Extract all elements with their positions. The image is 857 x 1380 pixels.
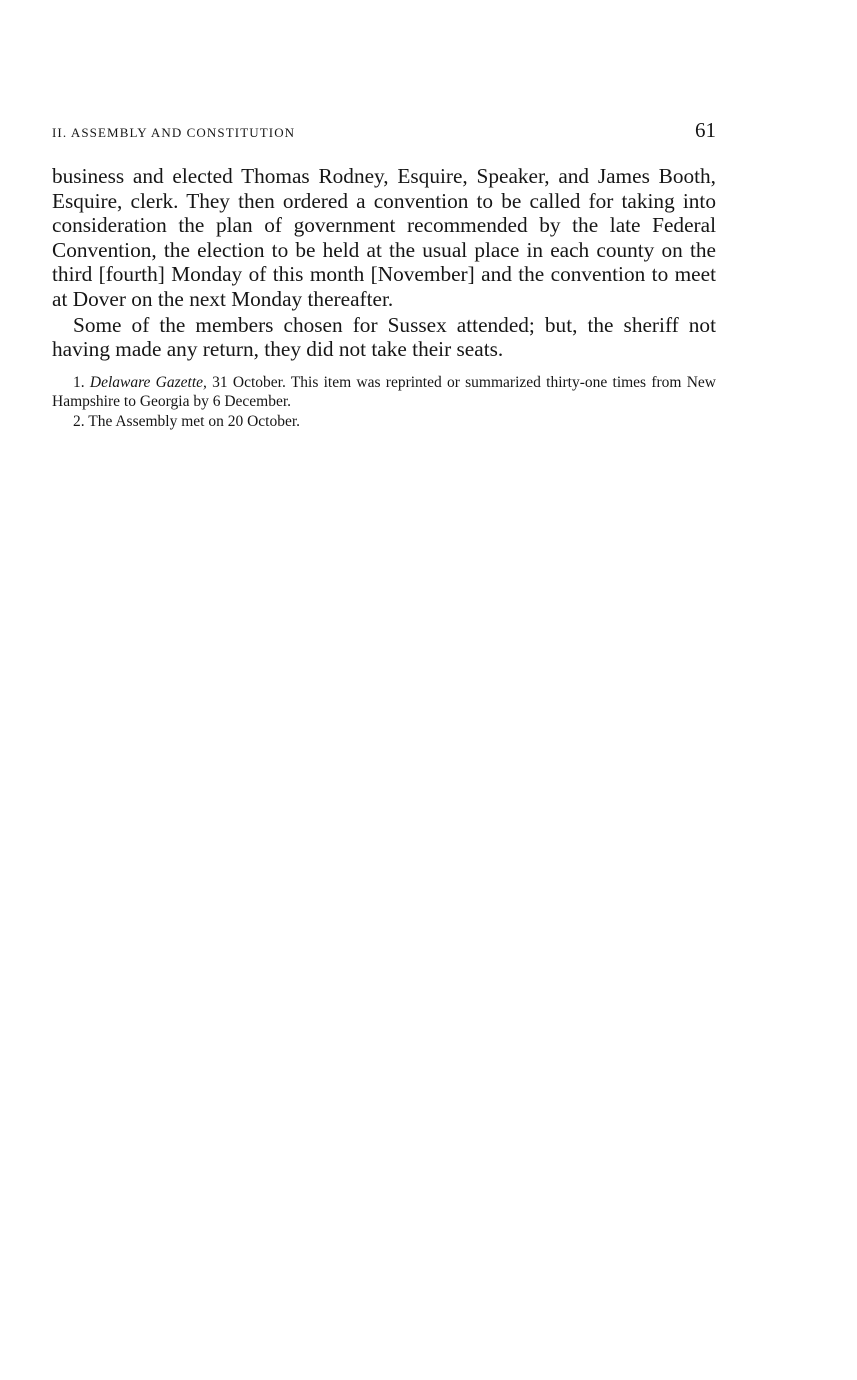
footnote-source: Delaware Gazette, xyxy=(89,373,207,391)
page-number: 61 xyxy=(695,118,716,142)
footnote-1 xyxy=(52,373,716,412)
body-text xyxy=(52,164,716,362)
running-head xyxy=(52,118,716,148)
footnote-text: The Assembly met on 20 October. xyxy=(88,412,301,430)
footnote-number: 2. xyxy=(73,412,85,430)
section-title: II. ASSEMBLY AND CONSTITUTION xyxy=(52,125,296,140)
footnotes xyxy=(52,373,716,432)
paragraph: business and elected Thomas Rodney, Esquire, Speaker, and James Booth, Esquire, clerk. They then ordered a convention to be called for taking into consideration the plan of government recommended by the late Federal Convention, the election to be held at the usual place in each county on the third [fourth] Monday of this month [November] and the convention to meet at Dover on the next Monday thereafter. xyxy=(52,164,716,311)
paragraph: Some of the members chosen for Sussex attended; but, the sheriff not having made any return, they did not take their seats. xyxy=(52,312,716,362)
footnote-text: 31 October. This item was reprinted or summarized thirty-one times from New Hampshire to Georgia by 6 December. xyxy=(52,373,716,411)
footnote-2 xyxy=(52,412,716,432)
page-content xyxy=(52,118,716,431)
footnote-number: 1. xyxy=(73,373,85,391)
